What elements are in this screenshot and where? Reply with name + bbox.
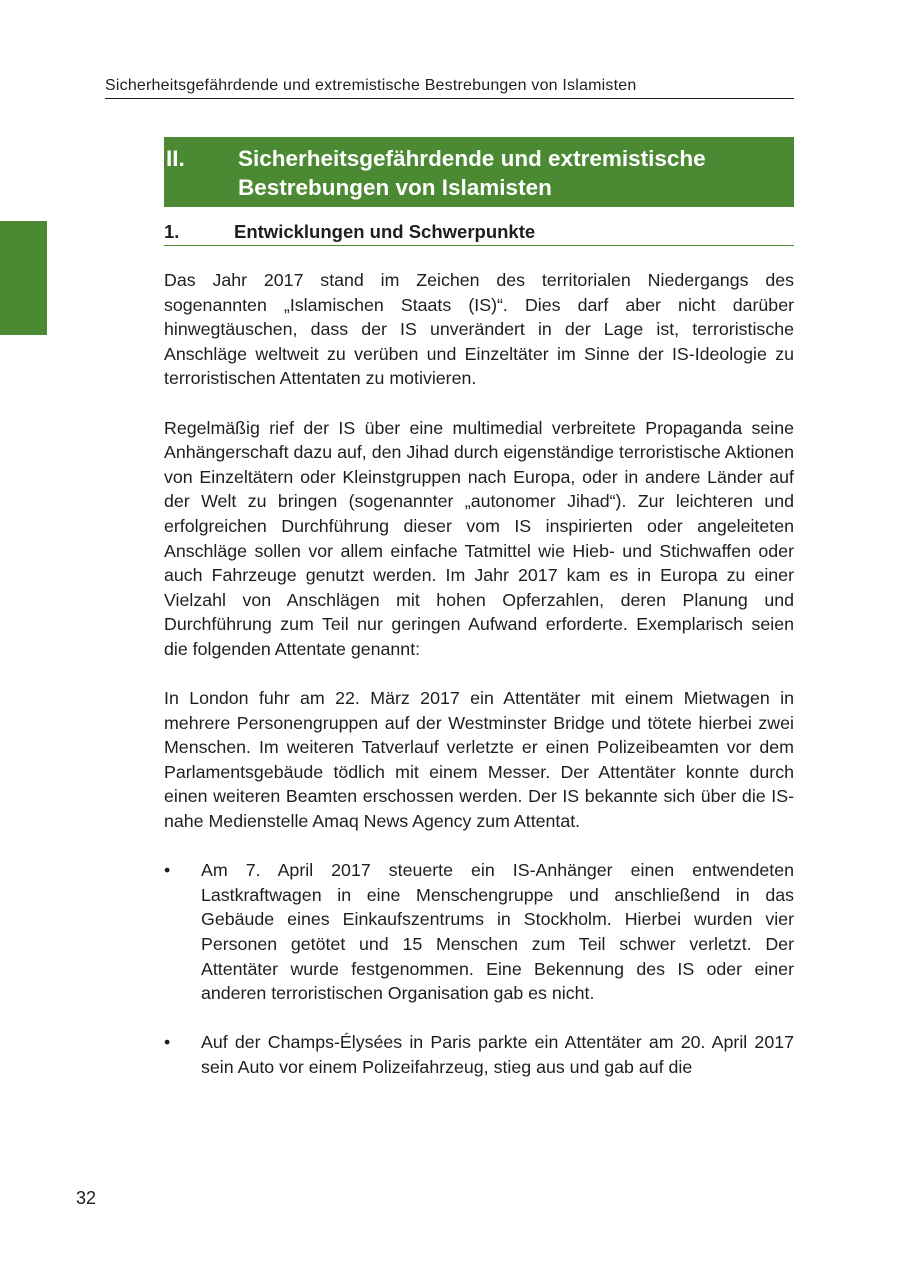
bullet-marker: • [164,1032,171,1053]
list-item [164,1030,794,1079]
chapter-title: Sicherheitsgefährdende und extremistische Bestrebungen von Islamisten [238,146,706,200]
body-content [164,268,794,1104]
paragraph: In London fuhr am 22. März 2017 ein Attentäter mit einem Mietwagen in mehrere Personengruppen auf der Westminster Bridge und tötete hierbei zwei Menschen. Im weiteren Tatverlauf verletzte er einen Polizeibeamten vor dem Parlamentsgebäude tödlich mit einem Messer. Der Attentäter konnte durch einen weiteren Beamten erschossen werden. Der IS bekannte sich über die IS-nahe Medienstelle Amaq News Agency zum Attentat. [164,688,794,832]
chapter-number: II. [166,146,185,171]
attack-list [164,858,794,1079]
chapter-tab-marker [0,221,47,335]
section-heading [164,220,794,246]
paragraph: Das Jahr 2017 stand im Zeichen des territorialen Niedergangs des sogenannten „Islamischen Staats (IS)“. Dies darf aber nicht darüber hinwegtäuschen, dass der IS unverändert in der Lage ist, terroristische Anschläge weltweit zu verüben und Einzeltäter im Sinne der IS-Ideologie zu terroristischen Attentaten zu motivieren. [164,270,794,389]
section-title: Entwicklungen und Schwerpunkte [234,221,536,242]
page-number: 32 [76,1188,97,1208]
section-number: 1. [164,221,180,242]
running-header: Sicherheitsgefährdende und extremistische Bestrebungen von Islamisten [105,77,794,99]
list-item [164,858,794,1006]
paragraph: Regelmäßig rief der IS über eine multimedial verbreitete Propaganda seine Anhängerschaft dazu auf, den Jihad durch eigenständige terroristische Aktionen von Einzeltätern oder Kleinstgruppen nach Europa, oder in andere Länder auf der Welt zu bringen (sogenannter „autonomer Jihad“). Zur leichteren und erfolgreichen Durchführung dieser vom IS inspirierten oder angeleiteten Anschläge sollen vor allem einfache Tatmittel wie Hieb- und Stichwaffen oder auch Fahrzeuge genutzt werden. Im Jahr 2017 kam es in Europa zu einer Vielzahl von Anschlägen mit hohen Opferzahlen, deren Planung und Durchführung zum Teil nur geringen Aufwand erforderte. Exemplarisch seien die folgenden Attentate genannt: [164,417,794,659]
list-item-text: Am 7. April 2017 steuerte ein IS-Anhänger einen entwendeten Lastkraftwagen in eine Menschengruppe und anschließend in das Gebäude eines Einkaufszentrums in Stockholm. Hierbei wurden vier Personen getötet und 15 Menschen zum Teil schwer verletzt. Der Attentäter wurde festgenommen. Eine Bekennung des IS oder einer anderen terroristischen Organisation gab es nicht. [201,860,794,1004]
list-item-text: Auf der Champs-Élysées in Paris parkte ein Attentäter am 20. April 2017 sein Auto vor einem Polizeifahrzeug, stieg aus und gab auf die [201,1032,794,1077]
bullet-marker: • [164,860,171,881]
chapter-heading-box [164,137,794,207]
